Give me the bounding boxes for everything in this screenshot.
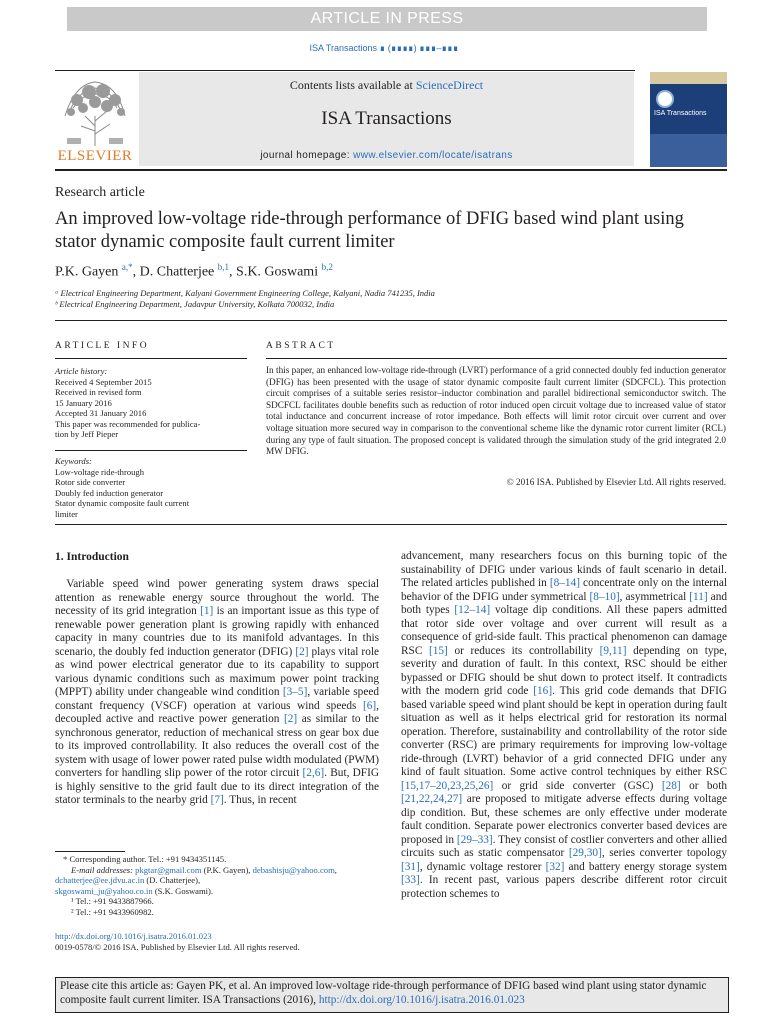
journal-homepage-line [139, 150, 634, 161]
author-name: P.K. Gayen [55, 264, 119, 280]
masthead-top-rule [55, 70, 635, 71]
history-line: Received in revised form [55, 387, 142, 397]
reference-link[interactable]: [15] [429, 644, 448, 657]
reference-link[interactable]: [3–5] [282, 686, 308, 698]
article-info-heading: ARTICLE INFO [55, 341, 150, 351]
reference-link[interactable]: [7] [210, 794, 224, 806]
homepage-prefix: journal homepage: [260, 150, 354, 161]
email-link[interactable]: skgoswami_ju@yahoo.co.in [55, 885, 153, 896]
keyword: Doubly fed induction generator [55, 487, 164, 498]
reference-link[interactable]: [29–33] [456, 833, 493, 846]
cover-seal-icon [656, 90, 674, 108]
reference-link[interactable]: [29,30] [568, 847, 602, 859]
author-affiliation-marker[interactable]: b,1 [217, 262, 230, 272]
author-separator: , [132, 264, 140, 280]
journal-reference[interactable]: ISA Transactions ∎ (∎∎∎∎) ∎∎∎–∎∎∎ [309, 43, 459, 53]
abstract-text: In this paper, an enhanced low-voltage ride-through (LVRT) performance of a grid connected doubly fed induction generator (DFIG) has been presented with the usage of stator dynamic composite fault current limiter (SDCFCL). This protection circuit comprises of a suitable series resistor–inductor combination and parallel bidirectional semiconductor switch. The SDCFCL facilitates double benefits such as reduction of rotor induced open circuit voltage due to increased value of stator total inductance and concurrent increase of rotor impedance. Both effects will limit rotor circuit over current and over voltage situation more secured way in comparison to the conventional scheme like the dynamic rotor current limiter (RCL) during any type of fault situation. The proposed concept is validated through the simulation study of the grid integrated 2.0 MW DFIG. [266, 365, 726, 457]
reference-link[interactable]: [15,17–20,23,25,26] [401, 779, 494, 792]
cover-top-band [650, 72, 727, 84]
author-affiliation-marker[interactable]: a,* [121, 262, 133, 272]
keywords [55, 456, 245, 519]
email-link[interactable]: dchatterjee@ee.jdvu.ac.in [55, 875, 145, 885]
masthead-bottom-rule [55, 169, 727, 171]
header-rule [55, 320, 727, 321]
publisher-wordmark: ELSEVIER [57, 148, 133, 164]
history-line: tion by Jeff Pieper [55, 429, 119, 439]
author-separator: , [229, 264, 237, 280]
abstract-bottom-rule [55, 524, 727, 525]
journal-cover-thumbnail[interactable] [650, 72, 727, 167]
section-heading: 1. Introduction [55, 551, 129, 563]
history-line: 15 January 2016 [55, 397, 112, 408]
contents-prefix: Contents lists available at [289, 78, 416, 92]
article-title: An improved low-voltage ride-through performance of DFIG based wind plant using stator dynamic composite fault current limiter [55, 209, 684, 252]
email-owner: (S.K. Goswami). [152, 885, 214, 896]
history-line: This paper was recommended for publica- [55, 418, 201, 429]
author-name: D. Chatterjee [139, 264, 215, 280]
author-name: S.K. Goswami [236, 264, 319, 280]
reference-link[interactable]: [32] [545, 860, 565, 873]
contents-line [139, 78, 634, 93]
reference-link[interactable]: [33] [401, 874, 420, 886]
reference-link[interactable]: [1] [200, 605, 214, 617]
reference-link[interactable]: [8–14] [549, 577, 580, 589]
email-line [55, 886, 379, 897]
keywords-label: Keywords: [55, 456, 92, 466]
reference-link[interactable]: [8–10] [589, 590, 620, 603]
history-line: Received 4 September 2015 [55, 376, 152, 387]
author-list [55, 262, 333, 281]
reference-link[interactable]: [12–14] [454, 604, 491, 616]
email-owner: (P.K. Gayen), [201, 864, 253, 875]
reference-link[interactable]: [21,22,24,27] [401, 793, 463, 805]
reference-link[interactable]: [16] [533, 685, 553, 697]
reference-link[interactable]: [9,11] [599, 644, 627, 657]
reference-link[interactable]: [11] [689, 590, 708, 603]
cover-bottom-band [650, 134, 727, 167]
reference-link[interactable]: [31] [401, 860, 420, 873]
sciencedirect-link[interactable]: ScienceDirect [415, 78, 484, 92]
affiliation-a: ᵃ Electrical Engineering Department, Kalyani Government Engineering College, Kalyani, Nadia 741235, India [55, 288, 435, 298]
body-column-left: Variable speed wind power generating system draws special attention as renewable energy source throughout the world. The necessity of its grid integration [1] is an important issue as this type of renewable power generation plant is growing rapidly with enhanced capacity in many countries due to its manifold advantages. In this scenario, the doubly fed induction generator (DFIG) [2] plays vital role as wind power electrical generator due to its capability to support various dynamic conditions such as maximum power point tracking (MPPT) ability under changeable wind condition [3–5], variable speed constant frequency (VSCF) operation at various wind speeds [6], decoupled active and reactive power generation [2] as similar to the synchronous generator, reduction of mechanical stress on gear box due to its improved controllability. It also reduces the overall cost of the system with usage of lower power rated pulse width modulated (PWM) converters for handling slip power of the rotor circuit [2,6]. But, DFIG is highly sensitive to the grid fault due to its direct integration of the stator terminals to the nearby grid [7]. Thus, in recent [55, 578, 380, 806]
footnotes [55, 854, 379, 917]
reference-link[interactable]: [6] [362, 699, 377, 712]
reference-link[interactable]: [2] [295, 645, 309, 658]
abstract-heading: ABSTRACT [266, 341, 336, 351]
affiliation-b: ᵇ Electrical Engineering Department, Jadavpur University, Kolkata 700032, India [55, 299, 335, 309]
abstract-copyright: © 2016 ISA. Published by Elsevier Ltd. All rights reserved. [506, 477, 726, 487]
keyword: Stator dynamic composite fault current [55, 498, 190, 508]
article-in-press-banner: ARTICLE IN PRESS [67, 7, 707, 31]
footnote-1: ¹ Tel.: +91 9433887966. [71, 896, 154, 906]
footnote-rule [55, 851, 125, 852]
reference-link[interactable]: [28] [661, 779, 681, 792]
reference-link[interactable]: [2,6] [302, 767, 325, 779]
article-info-rule [55, 358, 247, 359]
keyword: Rotor side converter [55, 477, 126, 487]
author-affiliation-marker[interactable]: b,2 [321, 262, 333, 272]
body-column-right: advancement, many researchers focus on this burning topic of the sustainability of DFIG under various kinds of fault scenario in detail. The related articles published in [8–14] concentrate only on the internal behavior of the DFIG under symmetrical [8–10], asymmetrical [11] and both types [12–14] voltage dip conditions. All these papers admitted that rotor side over voltage and over current will result as a consequence of grid-side fault. This practical phenomenon can damage RSC [15] or reduces its controllability [9,11] depending on type, severity and duration of fault. In this context, RSC should be either bypassed or DFIG should be shut down to protect itself. It contradicts with the modern grid code [16]. This grid code demands that DFIG based variable speed wind plant should be kept in operation during fault situation as well as it helps electrical grid for restoration its normal operation. Therefore, sustainability and controllability of the rotor side converter (RSC) are primary requirements for improving low-voltage ride-through (LVRT) behavior of a grid connected DFIG under any kind of fault situation. Some active control techniques by either RSC [15,17–20,23,25,26] or grid side converter (GSC) [28] or both [21,22,24,27] are proposed to mitigate adverse effects during voltage dip condition. But, these schemes are only effective under moderate fault condition. Separate power electronics converter based devices are proposed in [29–33]. They consist of costlier converters and other allied circuits such as static compensator [29,30], series converter topology [31], dynamic voltage restorer [32] and battery energy storage system [33]. In recent past, various papers describe different rotor circuit protection schemes to [401, 550, 727, 900]
keyword: Low-voltage ride-through [55, 466, 145, 477]
homepage-link[interactable]: www.elsevier.com/locate/isatrans [353, 150, 513, 161]
email-label: E-mail addresses: [71, 864, 136, 875]
citation-doi-link[interactable]: http://dx.doi.org/10.1016/j.isatra.2016.01.023 [318, 993, 525, 1006]
keyword: limiter [55, 508, 78, 519]
email-link[interactable]: debashisju@yahoo.com [252, 864, 335, 875]
email-line [55, 875, 379, 886]
footnote-2: ² Tel.: +91 9433960982. [71, 906, 154, 917]
issn-line: 0019-0578/© 2016 ISA. Published by Elsevier Ltd. All rights reserved. [55, 942, 300, 952]
citation-text: Please cite this article as: Gayen PK, et al. An improved low-voltage ride-through performance of DFIG based wind plant using stator dynamic composite fault current limiter. ISA Transactions (2016), [60, 980, 707, 1006]
article-type: Research article [55, 185, 145, 200]
journal-title: ISA Transactions [321, 108, 452, 129]
reference-link[interactable]: [2] [284, 713, 298, 725]
abstract-rule [266, 358, 727, 359]
citation-box [55, 977, 729, 1013]
keywords-rule [55, 450, 247, 451]
email-line: E-mail addresses: pkgtar@gmail.com (P.K. Gayen), debashisju@yahoo.com, [71, 864, 337, 875]
doi-link[interactable]: http://dx.doi.org/10.1016/j.isatra.2016.01.023 [55, 931, 212, 941]
article-history [55, 366, 245, 440]
cover-title: ISA Transactions [654, 110, 707, 117]
email-link[interactable]: pkgtar@gmail.com [135, 864, 202, 875]
history-label: Article history: [55, 366, 108, 376]
corresponding-author-note: * Corresponding author. Tel.: +91 9434351145. [63, 854, 227, 864]
email-owner: (D. Chatterjee), [144, 875, 201, 885]
history-line: Accepted 31 January 2016 [55, 408, 147, 418]
